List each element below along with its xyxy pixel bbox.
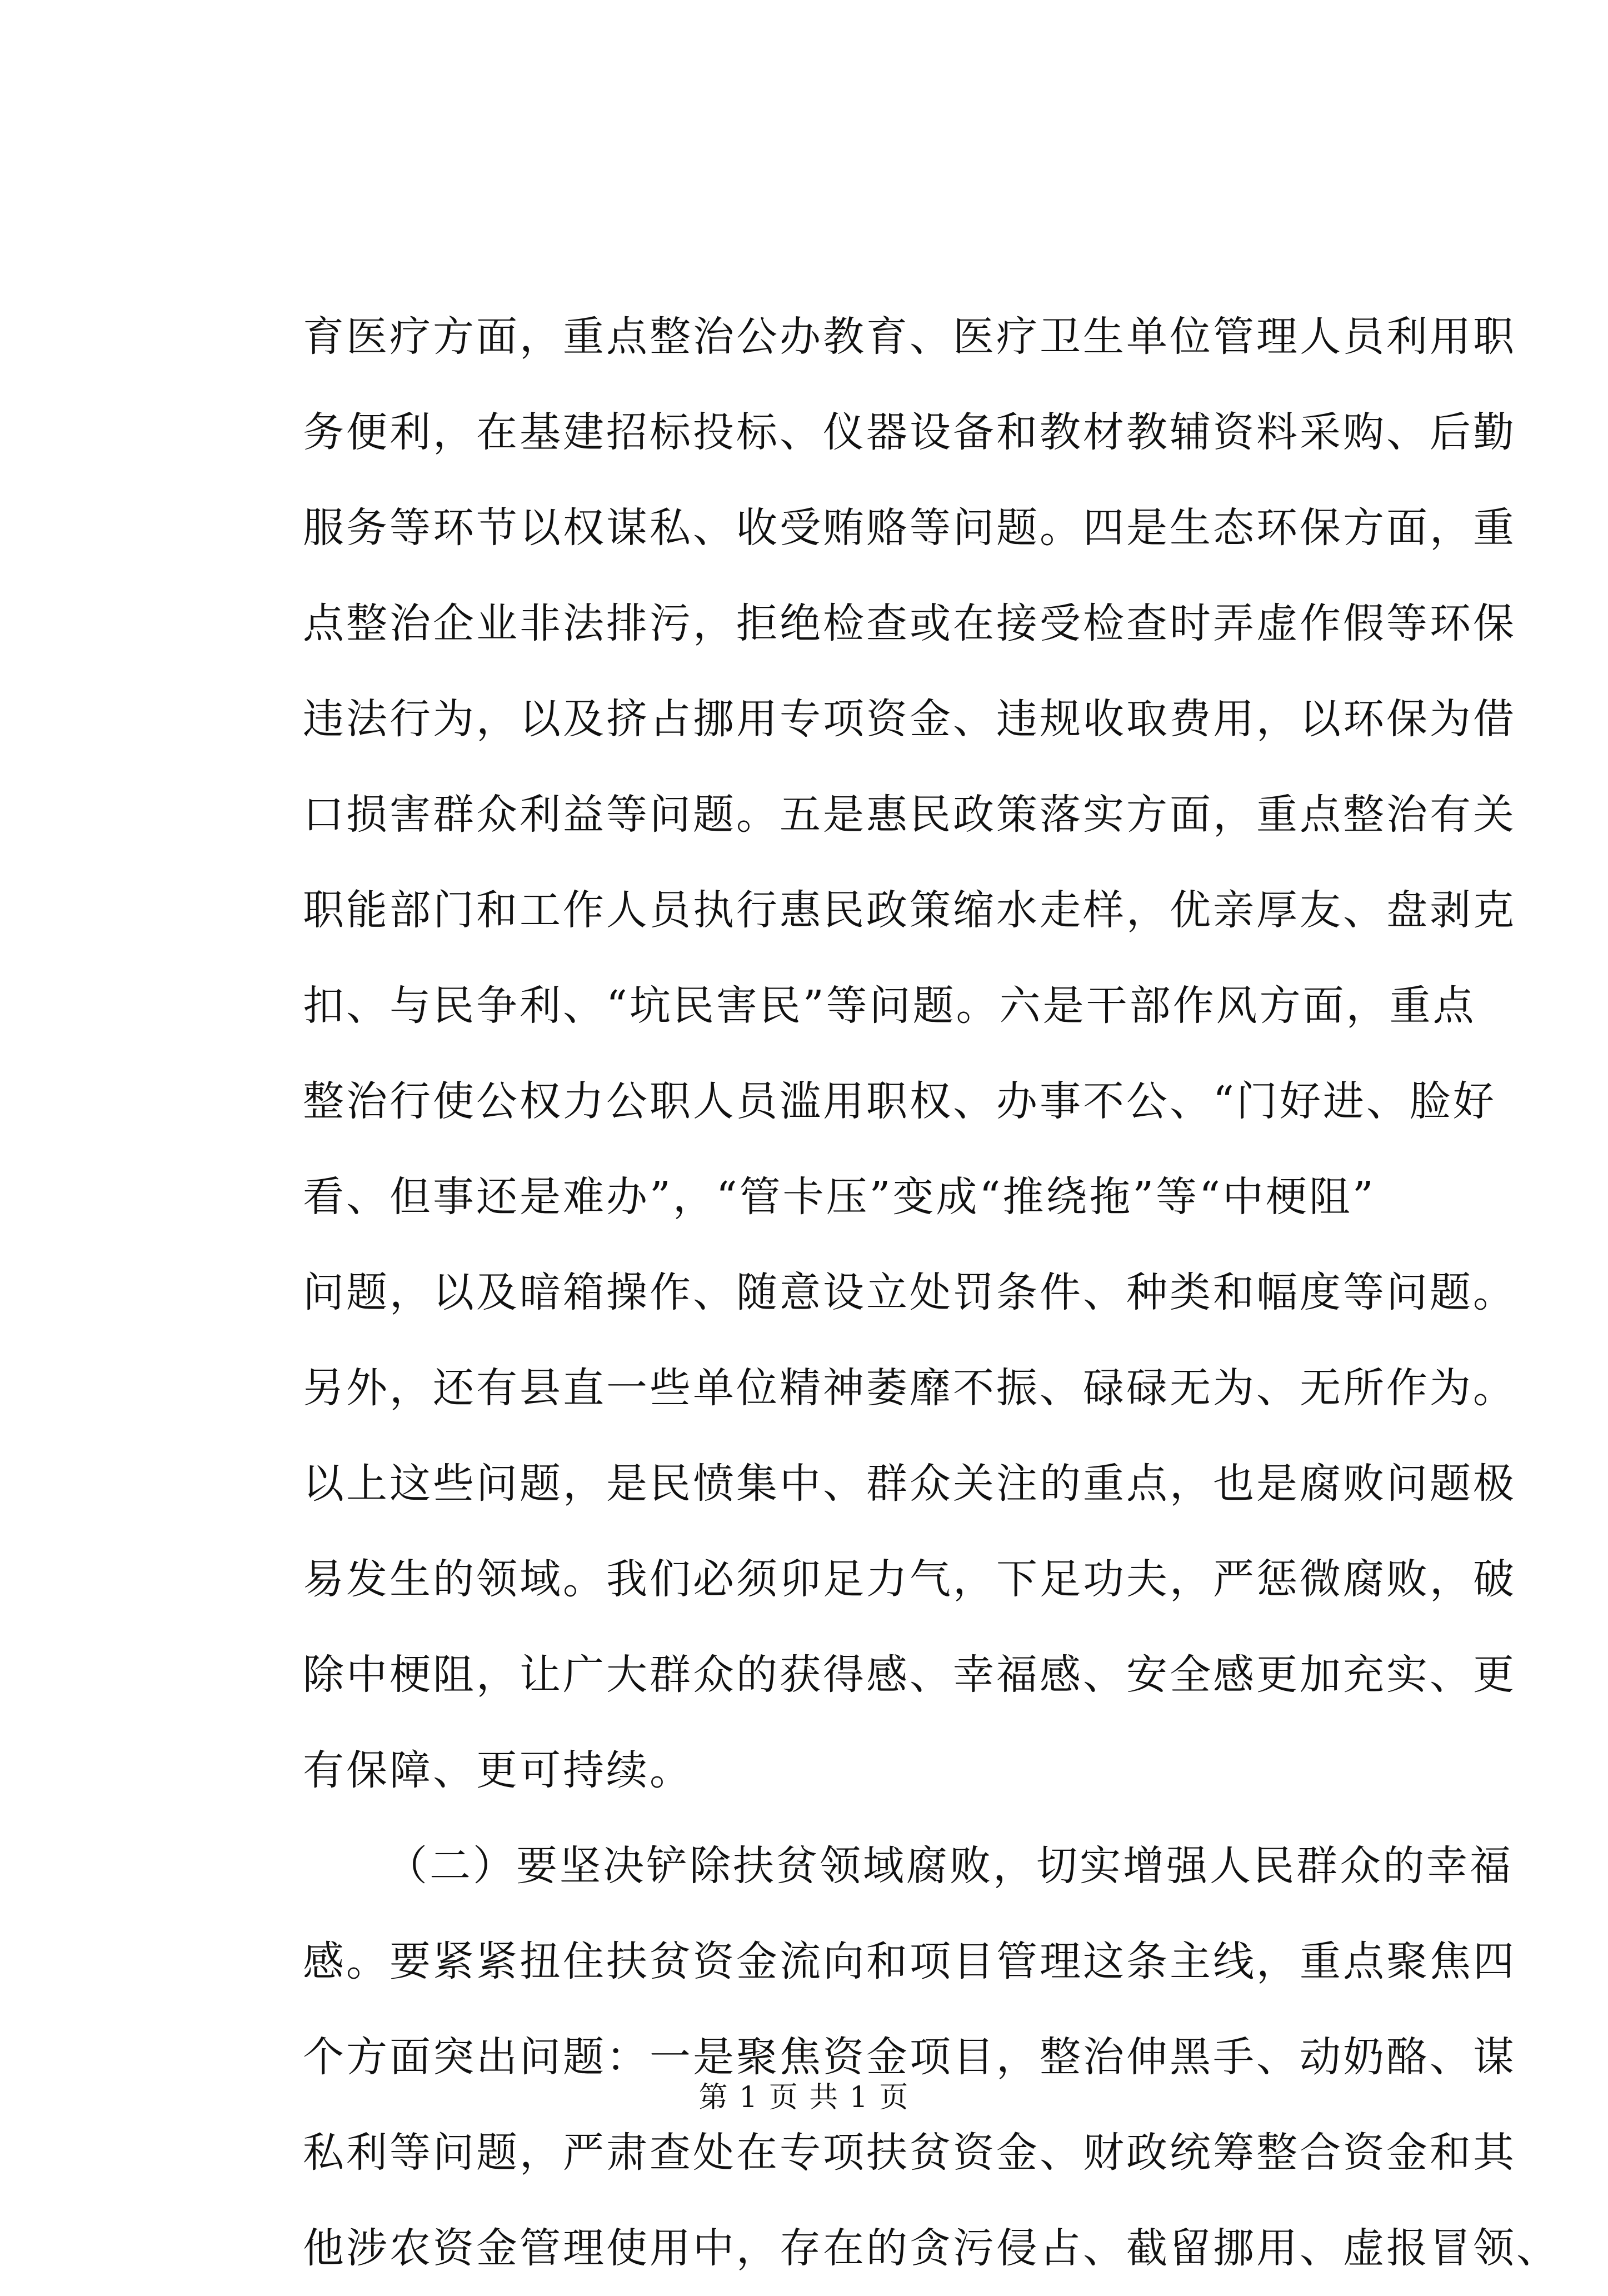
text-line: 个方面突出问题：一是聚焦资金项目，整治伸黑手、动奶酪、谋 xyxy=(303,2033,1516,2081)
text-line: 他涉农资金管理使用中，存在的贪污侵占、截留挪用、虚报冒领、 xyxy=(303,2224,1560,2272)
text-line: 另外，还有县直一些单位精神萎靡不振、碌碌无为、无所作为。 xyxy=(303,1364,1516,1412)
text-line: 整治行使公权力公职人员滥用职权、办事不公、“门好进、脸好 xyxy=(303,1077,1496,1125)
section-heading-line: （二）要坚决铲除扶贫领域腐败，切实增强人民群众的幸福 xyxy=(386,1842,1513,1890)
text-line: 除中梗阻，让广大群众的获得感、幸福感、安全感更加充实、更 xyxy=(303,1651,1516,1699)
text-line: 育医疗方面，重点整治公办教育、医疗卫生单位管理人员利用职 xyxy=(303,313,1516,361)
text-line: 感。要紧紧扭住扶贫资金流向和项目管理这条主线，重点聚焦四 xyxy=(303,1938,1516,1985)
text-line: 服务等环节以权谋私、收受贿赂等问题。四是生态环保方面，重 xyxy=(303,504,1516,552)
text-line: 违法行为，以及挤占挪用专项资金、违规收取费用，以环保为借 xyxy=(303,695,1516,743)
text-line: 私利等问题，严肃查处在专项扶贫资金、财政统筹整合资金和其 xyxy=(303,2129,1516,2177)
text-line: 有保障、更可持续。 xyxy=(303,1746,693,1794)
text-line: 易发生的领域。我们必须卯足力气，下足功夫，严惩微腐败，破 xyxy=(303,1555,1516,1603)
text-line: 务便利，在基建招标投标、仪器设备和教材教辅资料采购、后勤 xyxy=(303,408,1516,456)
text-line: 扣、与民争利、“坑民害民”等问题。六是干部作风方面，重点 xyxy=(303,982,1476,1030)
text-line: 点整治企业非法排污，拒绝检查或在接受检查时弄虚作假等环保 xyxy=(303,600,1516,647)
text-line: 以上这些问题，是民愤集中、群众关注的重点，也是腐败问题极 xyxy=(303,1460,1516,1508)
text-line: 职能部门和工作人员执行惠民政策缩水走样，优亲厚友、盘剥克 xyxy=(303,886,1516,934)
body-text xyxy=(303,289,1560,2296)
page-footer: 第 1 页 共 1 页 xyxy=(698,2081,910,2114)
text-line: 看、但事还是难办”，“管卡压”变成“推绕拖”等“中梗阻” xyxy=(303,1173,1376,1221)
text-line: 口损害群众利益等问题。五是惠民政策落实方面，重点整治有关 xyxy=(303,791,1516,838)
text-line: 问题，以及暗箱操作、随意设立处罚条件、种类和幅度等问题。 xyxy=(303,1269,1516,1316)
